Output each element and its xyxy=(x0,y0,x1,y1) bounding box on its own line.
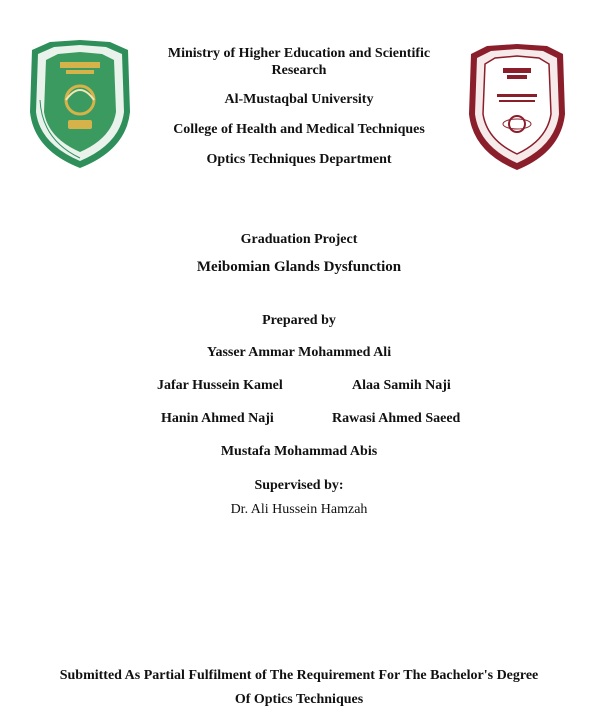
prepared-by-label: Prepared by xyxy=(262,313,336,328)
ministry-line: Ministry of Higher Education and Scientific xyxy=(167,46,431,61)
submission-statement: Submitted As Partial Fulfilment of The Requirement For The Bachelor's Degree xyxy=(59,668,539,683)
project-label: Graduation Project xyxy=(240,232,358,247)
supervisor-name: Dr. Ali Hussein Hamzah xyxy=(230,502,368,517)
member-name: Mustafa Mohammad Abis xyxy=(220,444,378,459)
member-name: Alaa Samih Naji xyxy=(352,378,451,393)
ministry-line-cont: Research xyxy=(271,63,327,78)
member-name: Yasser Ammar Mohammed Ali xyxy=(206,345,392,360)
submission-statement-cont: Of Optics Techniques xyxy=(234,692,364,707)
member-name: Hanin Ahmed Naji xyxy=(161,411,274,426)
member-name: Rawasi Ahmed Saeed xyxy=(332,411,461,426)
project-title: Meibomian Glands Dysfunction xyxy=(196,259,402,275)
member-name: Jafar Hussein Kamel xyxy=(157,378,283,393)
university-name: Al-Mustaqbal University xyxy=(224,92,374,107)
college-name: College of Health and Medical Techniques xyxy=(173,122,425,137)
supervised-by-label: Supervised by: xyxy=(254,478,344,493)
department-name: Optics Techniques Department xyxy=(206,152,392,167)
